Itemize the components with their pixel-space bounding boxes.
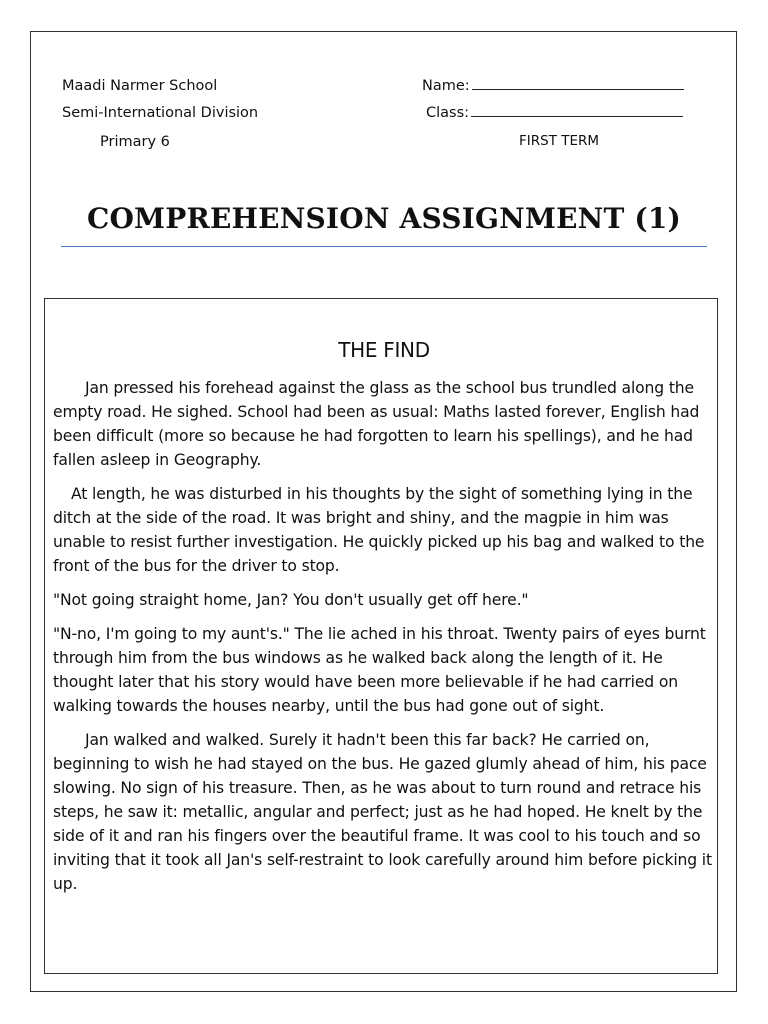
division-name: Semi-International Division	[62, 105, 259, 121]
story-paragraph-5: Jan walked and walked. Surely it hadn't been this far back? He carried on, beginning to wish he had stayed on the bus. He gazed glumly ahead of him, his pace slowing. No sign of his treasure. Then, as he was about to turn round and retrace his steps, he saw it: metallic, angular and perfect; just as he had hoped. He knelt by the side of it and ran his fingers over the beautiful frame. It was cool to his touch and so inviting that it took all Jan's self-restraint to look carefully around him before picking it up.	[53, 731, 712, 893]
story-paragraph-1: Jan pressed his forehead against the glass as the school bus trundled along the empty road. He sighed. School had been as usual: Maths lasted forever, English had been difficult (more so because he had forgotten to learn his spellings), and he had fallen asleep in Geography.	[53, 379, 700, 469]
story-paragraph-3: "Not going straight home, Jan? You don't usually get off here."	[53, 591, 529, 609]
term-label: FIRST TERM	[519, 133, 600, 149]
story-paragraph-2: At length, he was disturbed in his thoughts by the sight of something lying in the ditch at the side of the road. It was bright and shiny, and the magpie in him was unable to resist further investigation. He quickly picked up his bag and walked to the front of the bus for the driver to stop.	[53, 485, 705, 575]
class-blank-line[interactable]	[471, 115, 683, 117]
name-field[interactable]	[422, 79, 684, 94]
assignment-title: COMPREHENSION ASSIGNMENT (1)	[86, 202, 682, 235]
name-label: Name:	[422, 78, 470, 94]
grade-level: Primary 6	[100, 134, 170, 150]
title-divider	[61, 246, 707, 247]
school-name: Maadi Narmer School	[62, 78, 218, 94]
story-title: THE FIND	[338, 338, 430, 362]
name-blank-line[interactable]	[472, 88, 684, 90]
class-label: Class:	[426, 105, 470, 121]
story-paragraph-4: "N-no, I'm going to my aunt's." The lie ached in his throat. Twenty pairs of eyes burnt through him from the bus windows as he walked back along the length of it. He thought later that his story would have been more believable if he had carried on walking towards the houses nearby, until the bus had gone out of sight.	[53, 625, 706, 715]
class-field[interactable]	[426, 106, 683, 121]
story-body	[53, 376, 713, 906]
